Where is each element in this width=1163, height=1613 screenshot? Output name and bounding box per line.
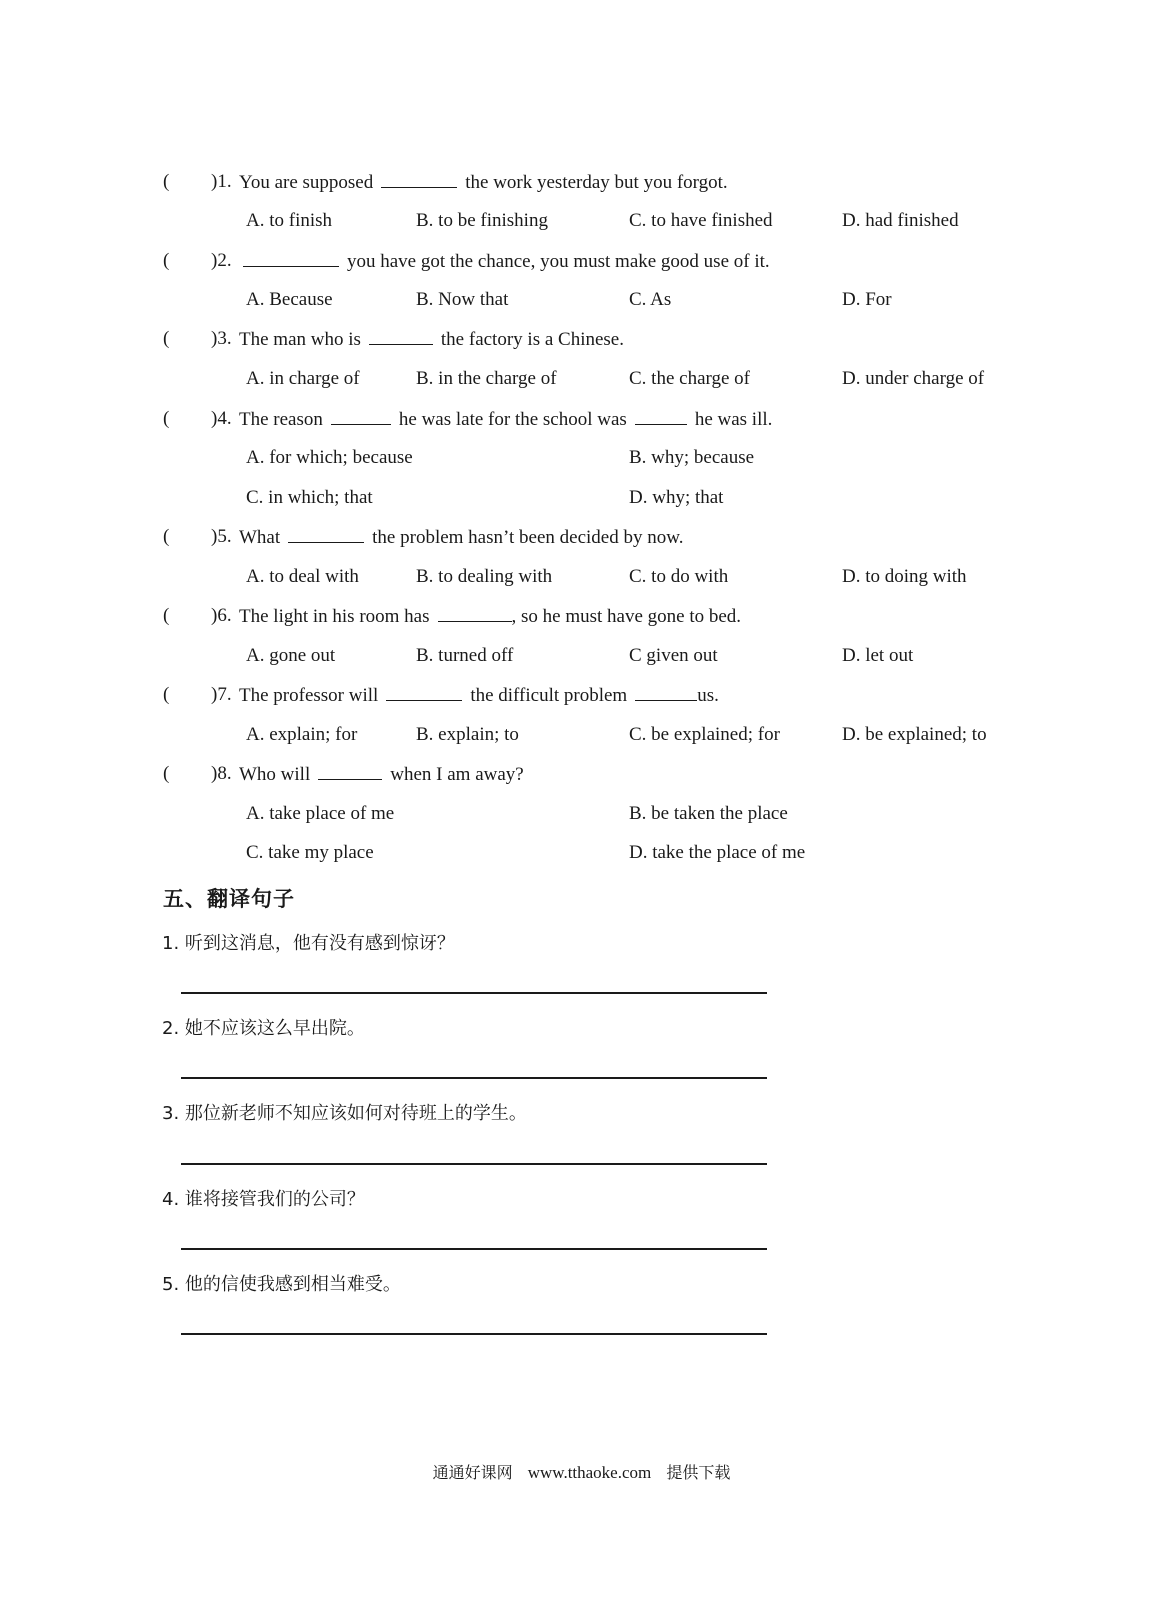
answer-line-3[interactable] bbox=[181, 1163, 767, 1165]
option-b[interactable]: B. explain; to bbox=[416, 724, 519, 745]
option-a[interactable]: A. gone out bbox=[246, 645, 336, 666]
option-d[interactable]: D. to doing with bbox=[842, 566, 967, 587]
option-d[interactable]: D. had finished bbox=[842, 210, 959, 231]
blank[interactable] bbox=[288, 524, 364, 543]
option-c[interactable]: C given out bbox=[629, 645, 718, 666]
option-a[interactable]: A. for which; because bbox=[246, 447, 413, 468]
option-d[interactable]: D. under charge of bbox=[842, 368, 985, 389]
translation-item-2: 2. 她不应该这么早出院。 bbox=[162, 1018, 365, 1039]
answer-paren[interactable]: ( bbox=[163, 250, 170, 271]
blank[interactable] bbox=[318, 761, 382, 780]
option-b[interactable]: B. why; because bbox=[629, 447, 755, 468]
answer-paren[interactable]: ( bbox=[163, 408, 170, 429]
option-b[interactable]: B. to dealing with bbox=[416, 566, 553, 587]
blank[interactable] bbox=[635, 406, 687, 425]
option-c[interactable]: C. As bbox=[629, 289, 672, 310]
answer-paren[interactable]: ( bbox=[163, 763, 170, 784]
answer-line-4[interactable] bbox=[181, 1248, 767, 1250]
answer-line-2[interactable] bbox=[181, 1077, 767, 1079]
option-d[interactable]: D. why; that bbox=[629, 487, 724, 508]
option-c[interactable]: C. be explained; for bbox=[629, 724, 780, 745]
blank[interactable] bbox=[635, 682, 697, 701]
translation-item-1: 1. 听到这消息，他有没有感到惊讶？ bbox=[162, 933, 455, 954]
option-d[interactable]: D. For bbox=[842, 289, 892, 310]
translation-item-5: 5. 他的信使我感到相当难受。 bbox=[162, 1274, 401, 1295]
footer-url-link[interactable]: www.tthaoke.com bbox=[527, 1463, 652, 1482]
answer-paren[interactable]: ( bbox=[163, 328, 170, 349]
answer-line-1[interactable] bbox=[181, 992, 767, 994]
option-d[interactable]: D. be explained; to bbox=[842, 724, 987, 745]
option-b[interactable]: B. Now that bbox=[416, 289, 509, 310]
option-b[interactable]: B. to be finishing bbox=[416, 210, 548, 231]
answer-line-5[interactable] bbox=[181, 1333, 767, 1335]
translation-item-3: 3. 那位新老师不知应该如何对待班上的学生。 bbox=[162, 1103, 527, 1124]
option-b[interactable]: B. be taken the place bbox=[629, 803, 788, 824]
option-b[interactable]: B. turned off bbox=[416, 645, 514, 666]
translation-item-4: 4. 谁将接管我们的公司？ bbox=[162, 1189, 365, 1210]
option-c[interactable]: C. in which; that bbox=[246, 487, 373, 508]
option-c[interactable]: C. to do with bbox=[629, 566, 729, 587]
option-c[interactable]: C. take my place bbox=[246, 842, 374, 863]
option-d[interactable]: D. take the place of me bbox=[629, 842, 806, 863]
option-a[interactable]: A. to finish bbox=[246, 210, 333, 231]
answer-paren[interactable]: ( bbox=[163, 684, 170, 705]
page-footer bbox=[0, 1460, 1163, 1483]
footer-download-text: 提供下载 bbox=[666, 1463, 731, 1482]
option-a[interactable]: A. in charge of bbox=[246, 368, 360, 389]
blank[interactable] bbox=[369, 326, 433, 345]
blank[interactable] bbox=[243, 248, 339, 267]
footer-site-name: 通通好课网 bbox=[432, 1463, 513, 1482]
option-a[interactable]: A. explain; for bbox=[246, 724, 358, 745]
option-a[interactable]: A. Because bbox=[246, 289, 333, 310]
option-d[interactable]: D. let out bbox=[842, 645, 914, 666]
section-title: 五、翻译句子 bbox=[163, 887, 295, 911]
option-b[interactable]: B. in the charge of bbox=[416, 368, 557, 389]
option-a[interactable]: A. take place of me bbox=[246, 803, 395, 824]
blank[interactable] bbox=[438, 603, 512, 622]
answer-paren[interactable]: ( bbox=[163, 605, 170, 626]
answer-paren[interactable]: ( bbox=[163, 171, 170, 192]
blank[interactable] bbox=[386, 682, 462, 701]
blank[interactable] bbox=[381, 169, 457, 188]
option-c[interactable]: C. the charge of bbox=[629, 368, 750, 389]
option-a[interactable]: A. to deal with bbox=[246, 566, 359, 587]
answer-paren[interactable]: ( bbox=[163, 526, 170, 547]
option-c[interactable]: C. to have finished bbox=[629, 210, 773, 231]
blank[interactable] bbox=[331, 406, 391, 425]
